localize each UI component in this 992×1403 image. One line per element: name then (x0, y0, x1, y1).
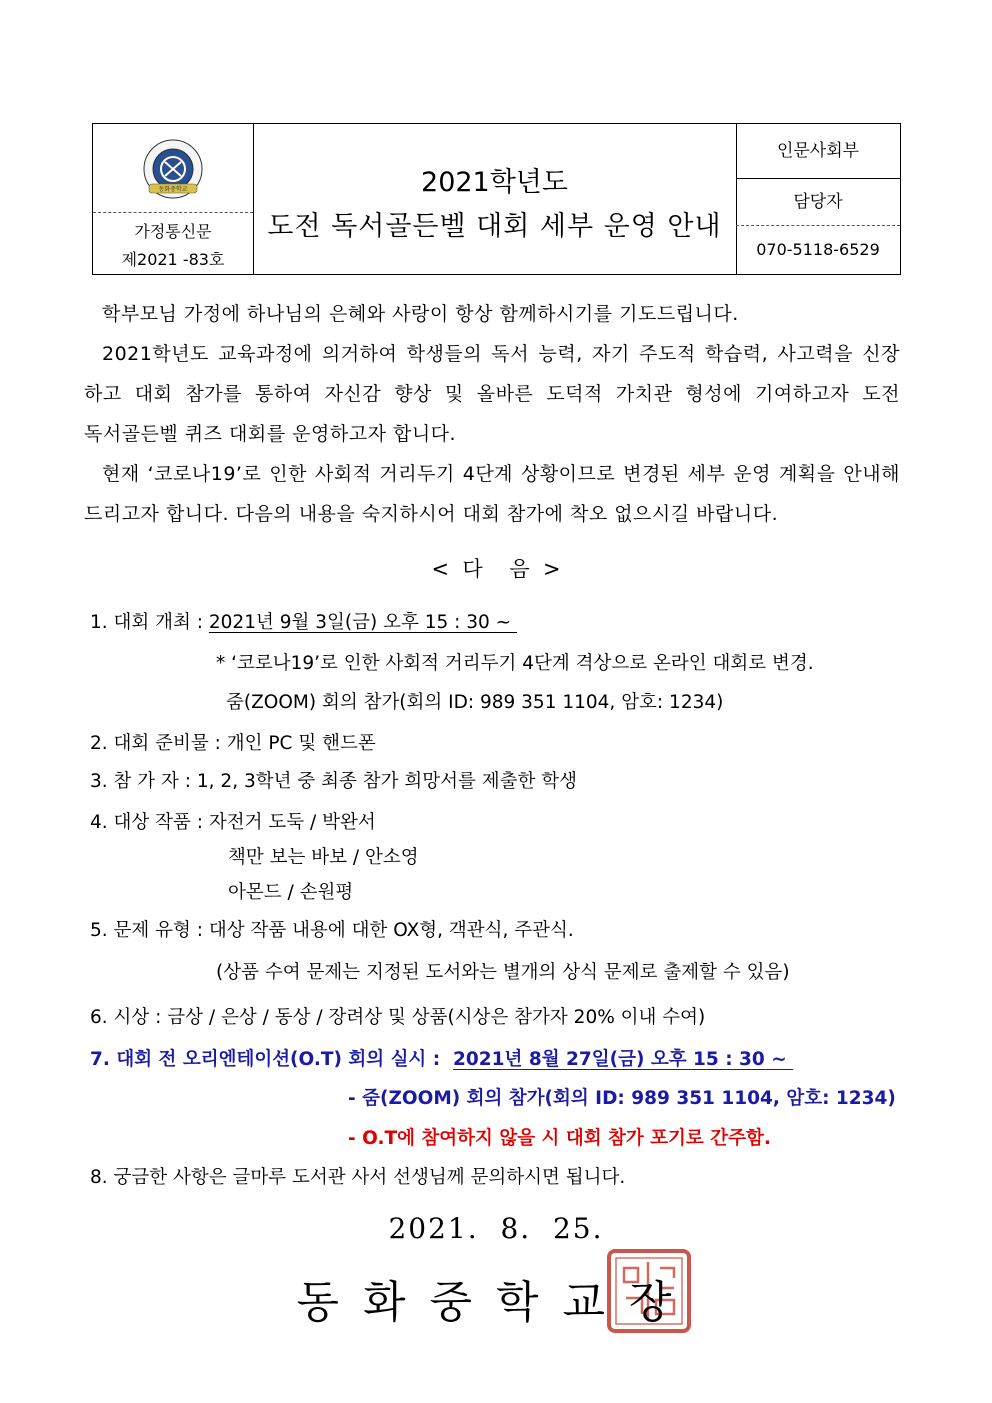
contact-label: 담당자 (736, 179, 900, 226)
school-principal: 동화중학교장 (296, 1277, 696, 1328)
intro-p3-line1: 현재 ‘코로나19’로 인한 사회적 거리두기 4단계 상황이므로 변경된 세부 운영 계획을 안내해 (102, 463, 900, 485)
header-title-cell (253, 124, 737, 274)
item-7-value: 2021년 8월 27일(금) 오후 15 : 30 ~ (453, 1049, 794, 1070)
item-1 (90, 608, 517, 634)
logo-area (93, 124, 253, 213)
item-7-note1 (348, 1084, 896, 1110)
item-4-line3: 아몬드 / 손원평 (228, 882, 354, 903)
item-8: 8. 궁금한 사항은 글마루 도서관 사서 선생님께 문의하시면 됩니다. (90, 1167, 626, 1188)
doc-number: 제2021 -83호 (121, 250, 225, 269)
item-6: 6. 시상 : 금상 / 은상 / 동상 / 장려상 및 상품(시상은 참가자 20% 이내 수여) (90, 1007, 706, 1028)
intro-p2-line2: 하고 대회 참가를 통하여 자신감 향상 및 올바른 도덕적 가치관 형성에 기여하고자 도전 (84, 383, 900, 405)
item-5-line1: 5. 문제 유형 : 대상 작품 내용에 대한 OX형, 객관식, 주관식. (90, 920, 574, 941)
item-2: 2. 대회 준비물 : 개인 PC 및 핸드폰 (90, 733, 376, 754)
title-year: 2021학년도 (421, 167, 568, 198)
doc-type-label: 가정통신문 (134, 222, 212, 241)
item-7-label: 7. 대회 전 오리엔테이션(O.T) 회의 실시 : (90, 1049, 454, 1070)
header-table (92, 123, 901, 275)
school-logo-icon (135, 138, 211, 200)
logo-caption: 동화중학교 (158, 186, 188, 193)
phone-number: 070-5118-6529 (756, 240, 880, 259)
intro-paragraphs (84, 294, 900, 534)
department: 인문사회부 (736, 124, 900, 179)
intro-p2-line3: 독서골든벨 퀴즈 대회를 운영하고자 합니다. (84, 423, 457, 445)
intro-p2-line1: 2021학년도 교육과정에 의거하여 학생들의 독서 능력, 자기 주도적 학습력, 사고력을 신장 (102, 343, 900, 365)
item-1-value: 2021년 9월 3일(금) 오후 15 : 30 ~ (208, 612, 518, 633)
item-3: 3. 참 가 자 : 1, 2, 3학년 중 최종 참가 희망서를 제출한 학생 (90, 771, 577, 792)
page-title: 도전 독서골든벨 대회 세부 운영 안내 (267, 211, 722, 242)
intro-p1: 학부모님 가정에 하나님의 은혜와 사랑이 항상 함께하시기를 기도드립니다. (102, 303, 739, 325)
item-1-note2: 줌(ZOOM) 회의 참가(회의 ID: 989 351 1104, 암호: 1234) (226, 692, 724, 713)
header-right-cell (736, 124, 900, 274)
item-7 (90, 1045, 793, 1071)
item-7-note1-text: - 줌(ZOOM) 회의 참가(회의 ID: 989 351 1104, 암호: 1234) (348, 1088, 896, 1109)
document-date: 2021. 8. 25. (388, 1212, 604, 1245)
item-4-line1: 4. 대상 작품 : 자전거 도둑 / 박완서 (90, 812, 376, 833)
item-7-note2: - O.T에 참여하지 않을 시 대회 참가 포기로 간주함. (348, 1128, 771, 1149)
item-4-line2: 책만 보는 바보 / 안소영 (228, 847, 419, 868)
intro-p3-line2: 드리고자 합니다. 다음의 내용을 숙지하시어 대회 참가에 착오 없으시길 바랍니다. (84, 503, 779, 525)
section-heading: < 다 음 > (431, 557, 561, 581)
item-1-label: 1. 대회 개최 : (90, 612, 209, 633)
header-left-cell (93, 124, 254, 274)
item-5-line2: (상품 수여 문제는 지정된 도서와는 별개의 상식 문제로 출제할 수 있음) (216, 962, 790, 983)
item-1-note1: * ‘코로나19’로 인한 사회적 거리두기 4단계 격상으로 온라인 대회로 변경. (216, 653, 814, 674)
